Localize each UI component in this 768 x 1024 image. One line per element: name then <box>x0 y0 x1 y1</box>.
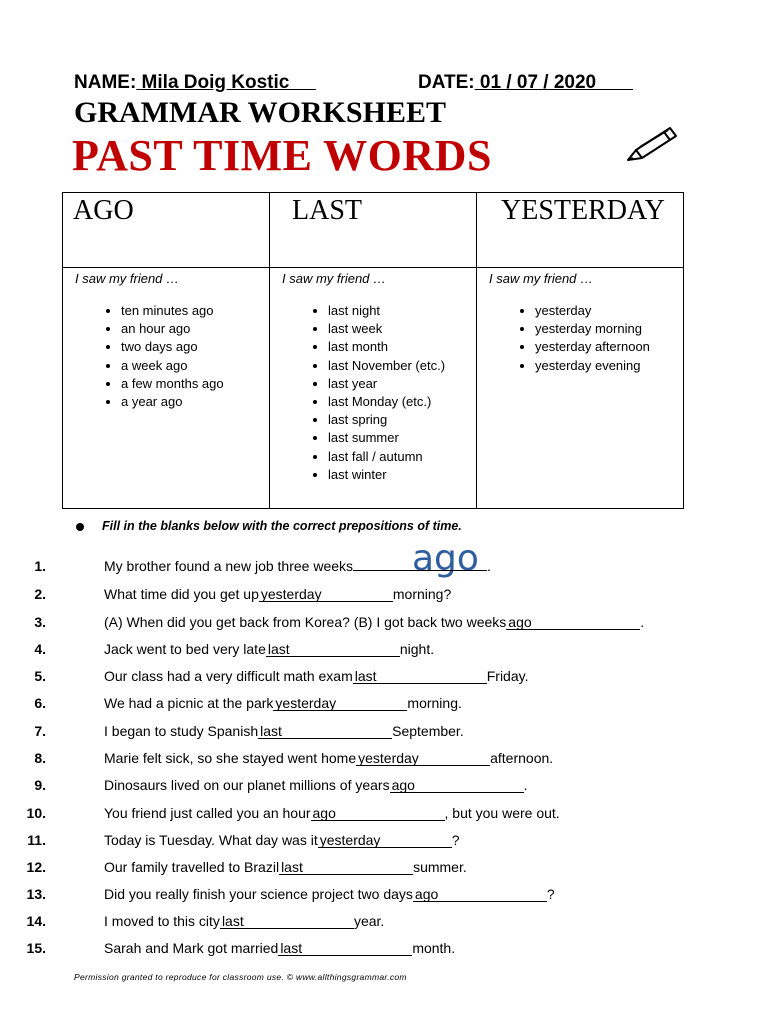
date-line <box>418 72 633 94</box>
exercise-number: 14. <box>26 913 46 929</box>
exercise-text-after: . <box>487 558 491 574</box>
answer-blank[interactable]: ago <box>311 807 445 821</box>
column-heading-yesterday: YESTERDAY <box>477 193 684 268</box>
answer-blank[interactable]: ago <box>506 616 640 630</box>
exercise-text-after: , but you were out. <box>444 805 560 821</box>
exercise-text: Sarah and Mark got married <box>104 940 279 956</box>
bullet-icon <box>76 523 84 531</box>
list-item: • an hour ago <box>121 320 257 338</box>
date-value[interactable]: 01 / 07 / 2020 <box>474 72 634 93</box>
answer-blank[interactable]: yesterday <box>273 697 407 711</box>
exercise-text-after: Friday. <box>486 668 529 684</box>
list-item: • last November (etc.) <box>328 357 464 375</box>
exercise-text: What time did you get up <box>104 586 259 602</box>
handwritten-answer: ago <box>412 538 479 579</box>
date-label: DATE: <box>418 72 475 93</box>
list-item: • ten minutes ago <box>121 302 257 320</box>
exercise-text-after: night. <box>399 641 435 657</box>
exercise-text: Did you really finish your science project two days <box>104 886 413 902</box>
list-item: • a few months ago <box>121 375 257 393</box>
exercise-number: 10. <box>26 805 46 821</box>
list-item: • last Monday (etc.) <box>328 393 464 411</box>
list-item: • last year <box>328 375 464 393</box>
exercise-number: 4. <box>34 641 46 657</box>
exercise-text: Today is Tuesday. What day was it <box>104 832 318 848</box>
exercise-text-after: ? <box>546 886 555 902</box>
exercise-text: I began to study Spanish <box>104 723 259 739</box>
list-item: • yesterday <box>535 302 671 320</box>
list-item: • last fall / autumn <box>328 448 464 466</box>
answer-blank[interactable] <box>353 570 487 571</box>
answer-blank[interactable]: last <box>220 915 354 929</box>
exercise-number: 11. <box>27 832 46 848</box>
answer-blank[interactable]: yesterday <box>318 834 452 848</box>
exercise-text: You friend just called you an hour <box>104 805 311 821</box>
list-item: • two days ago <box>121 338 257 356</box>
list-item: • last spring <box>328 411 464 429</box>
exercise-text: Our class had a very difficult math exam <box>104 668 353 684</box>
instructions-text: Fill in the blanks below with the correct prepositions of time. <box>102 519 462 533</box>
exercise-text: Marie felt sick, so she stayed went home <box>104 750 357 766</box>
exercise-number: 3. <box>34 614 46 630</box>
exercise-text-after: year. <box>353 913 385 929</box>
exercise-text-after: . <box>640 614 645 630</box>
pencil-icon <box>624 122 680 166</box>
exercise-text-after: morning? <box>392 586 452 602</box>
exercise-number: 2. <box>34 586 46 602</box>
list-item: • yesterday morning <box>535 320 671 338</box>
exercise-number: 15. <box>26 940 46 956</box>
column-heading-last: LAST <box>270 193 477 268</box>
list-item: • last winter <box>328 466 464 484</box>
list-item: • yesterday evening <box>535 357 671 375</box>
exercise-text: (A) When did you get back from Korea? (B) I got back two weeks <box>104 614 507 630</box>
answer-blank[interactable]: last <box>353 670 487 684</box>
exercise-text-after: . <box>523 777 528 793</box>
past-time-words-table <box>62 192 684 509</box>
answer-blank[interactable]: yesterday <box>259 588 393 602</box>
exercise-text: We had a picnic at the park <box>104 695 274 711</box>
answer-blank[interactable]: last <box>279 861 413 875</box>
answer-blank[interactable]: last <box>258 725 392 739</box>
exercise-text: My brother found a new job three weeks <box>104 558 354 574</box>
list-item: • last month <box>328 338 464 356</box>
exercise-number: 13. <box>26 886 46 902</box>
exercise-number: 9. <box>34 777 46 793</box>
name-line <box>74 72 316 94</box>
last-list <box>282 302 464 484</box>
exercise-number: 12. <box>26 859 46 875</box>
exercise-text-after: September. <box>392 723 464 739</box>
answer-blank[interactable]: yesterday <box>356 752 490 766</box>
column-yesterday <box>477 268 684 509</box>
exercise-text: I moved to this city <box>104 913 220 929</box>
column-intro: I saw my friend … <box>489 271 594 286</box>
list-item: • a week ago <box>121 357 257 375</box>
exercise-number: 8. <box>34 750 46 766</box>
topic-title: PAST TIME WORDS <box>72 131 492 180</box>
column-intro: I saw my friend … <box>282 271 387 286</box>
exercise-text-after: afternoon. <box>490 750 554 766</box>
yesterday-list <box>489 302 671 375</box>
column-ago <box>63 268 270 509</box>
exercise-number: 5. <box>34 668 46 684</box>
worksheet-title: GRAMMAR WORKSHEET <box>74 96 446 129</box>
exercise-text-after: morning. <box>407 695 462 711</box>
footer-permission: Permission granted to reproduce for classroom use. © www.allthingsgrammar.com <box>74 972 407 982</box>
column-last <box>270 268 477 509</box>
name-label: NAME: <box>74 72 137 93</box>
exercise-text-after: summer. <box>413 859 467 875</box>
exercise-text-after: ? <box>451 832 460 848</box>
column-heading-ago: AGO <box>63 193 270 268</box>
answer-blank[interactable]: last <box>266 643 400 657</box>
list-item: • yesterday afternoon <box>535 338 671 356</box>
exercise-text: Dinosaurs lived on our planet millions of years <box>104 777 390 793</box>
exercise-number: 6. <box>34 695 46 711</box>
list-item: • a year ago <box>121 393 257 411</box>
answer-blank[interactable]: ago <box>413 888 547 902</box>
ago-list <box>75 302 257 411</box>
list-item: • last night <box>328 302 464 320</box>
answer-blank[interactable]: last <box>278 942 412 956</box>
exercise-text: Jack went to bed very late <box>104 641 266 657</box>
instructions <box>76 519 462 533</box>
exercise-text: Our family travelled to Brazil <box>104 859 280 875</box>
exercise-number: 1. <box>34 558 46 574</box>
exercise-number: 7. <box>34 723 46 739</box>
name-value[interactable]: Mila Doig Kostic <box>136 72 316 93</box>
answer-blank[interactable]: ago <box>390 779 524 793</box>
column-intro: I saw my friend … <box>75 271 180 286</box>
exercise-text-after: month. <box>412 940 456 956</box>
list-item: • last week <box>328 320 464 338</box>
list-item: • last summer <box>328 429 464 447</box>
